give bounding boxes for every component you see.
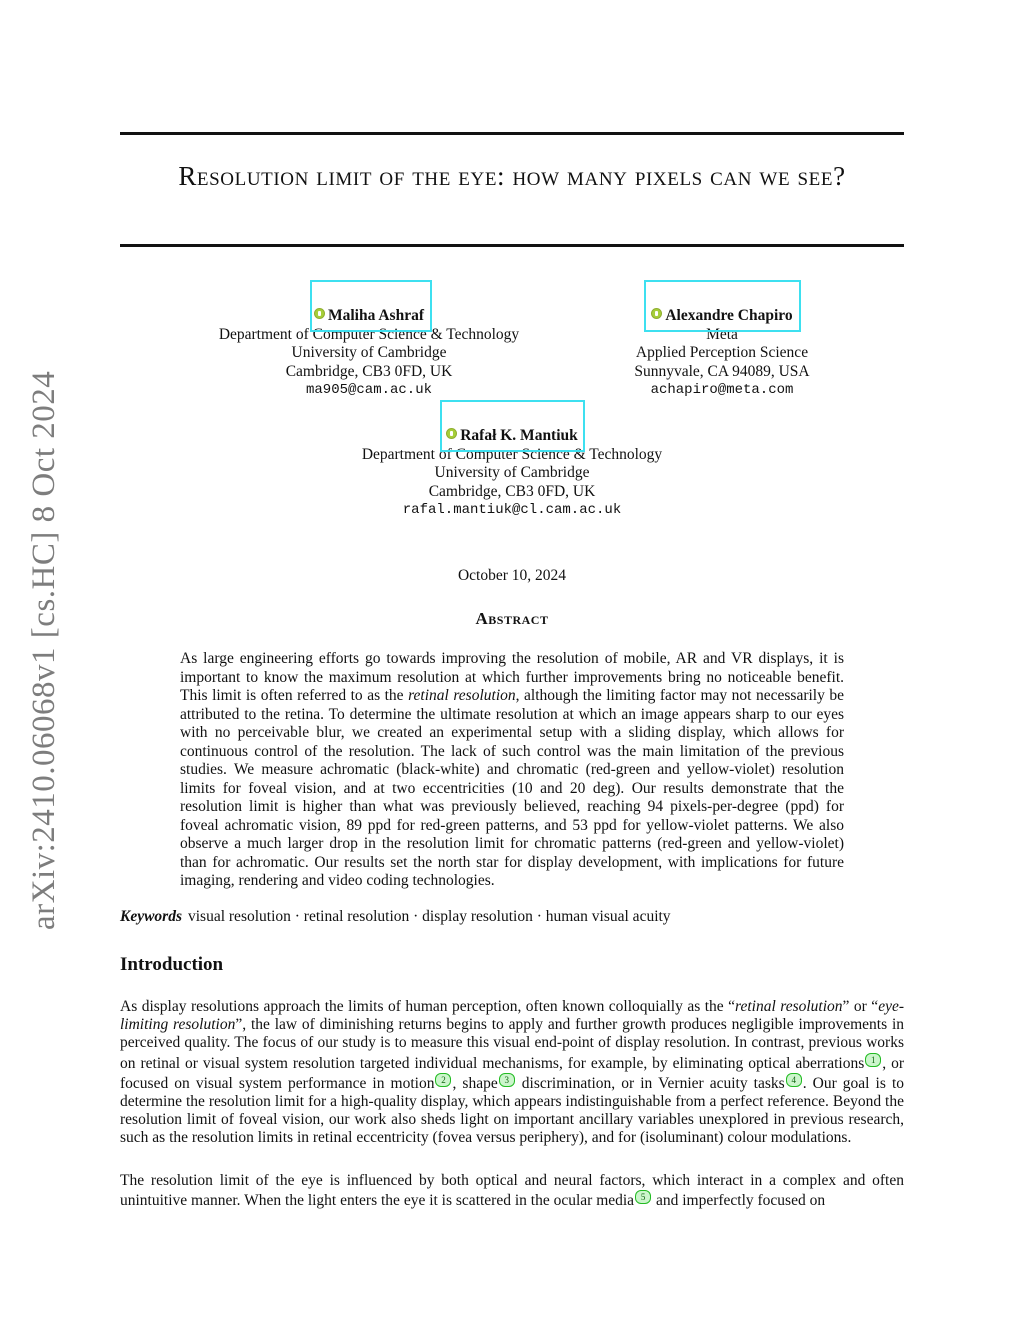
citation-link[interactable]: 3: [499, 1073, 515, 1087]
author-affiliation-line: Applied Perception Science: [635, 344, 809, 361]
author-name: Alexandre Chapiro: [665, 307, 793, 324]
author-email[interactable]: ma905@cam.ac.uk: [305, 382, 433, 398]
author-affiliation-line: Department of Computer Science & Technology: [361, 445, 663, 463]
abstract-text: , although the limiting factor may not necessarily be attributed to the retina. To determine the ultimate resolution at which an image appears sharp to our eyes with no perceivable blur, we created an experimental setup with a sliding display, which allows for continuous control of the resolution. The lack of such control was the main limitation of the previous studies. We measure achromatic (black-white) and chromatic (red-green and yellow-violet) resolution limits for foveal vision, and at two eccentricities (10 and 20 deg). Our results demonstrate that the resolution limit is higher than what was previously believed, reaching 94 pixels-per-degree (ppd) for foveal achromatic vision, 89 ppd for red-green patterns, and 53 ppd for yellow-violet patterns. We also observe a much larger drop in the resolution limit for chromatic patterns (red-green and yellow-violet) than for achromatic. Our results set the north star for display development, with implications for future imaging, rendering and video coding technologies.: [180, 687, 845, 889]
paragraph-text: discrimination, or in Vernier acuity tasks: [515, 1074, 785, 1092]
paragraph-emphasis: retinal resolution: [735, 998, 843, 1015]
abstract-heading: Abstract: [475, 609, 549, 628]
author-email[interactable]: achapiro@meta.com: [650, 382, 794, 398]
author-affiliation-line: University of Cambridge: [434, 464, 590, 481]
intro-paragraph-1: [120, 998, 904, 1148]
citation-link[interactable]: 1: [865, 1053, 881, 1067]
paper-title: Resolution limit of the eye: how many pixels can we see?: [178, 161, 846, 191]
keywords-label: Keywords: [120, 908, 182, 925]
keywords-line: [120, 908, 904, 926]
paragraph-emphasis: eye-limiting resolution: [120, 998, 904, 1034]
author-name: Rafał K. Mantiuk: [460, 427, 578, 444]
citation-link[interactable]: 5: [635, 1190, 651, 1204]
author-affiliation-line: Meta: [706, 325, 738, 343]
author-affiliation-line: Cambridge, CB3 0FD, UK: [428, 482, 596, 500]
citation-link[interactable]: 2: [435, 1073, 451, 1087]
intro-paragraph-2: [120, 1172, 904, 1210]
author-email[interactable]: rafal.mantiuk@cl.cam.ac.uk: [402, 502, 622, 518]
author-affiliation-line: Sunnyvale, CA 94089, USA: [634, 362, 810, 380]
abstract-text: As large engineering efforts go towards improving the resolution of mobile, AR and VR displays, it is important to know the maximum resolution at which further improvements bring no noticeable benefit. This limit is often referred to as the: [180, 650, 844, 704]
author-affiliation-line: Department of Computer Science & Technology: [218, 325, 520, 343]
section-heading-introduction: Introduction: [120, 954, 224, 975]
abstract-emphasis: retinal resolution: [408, 687, 516, 704]
author-highlight-box: [440, 400, 585, 452]
publication-date: October 10, 2024: [457, 567, 567, 584]
abstract-body: [180, 650, 844, 891]
paragraph-text: ”, the law of diminishing returns begins to apply and further growth produces negligible improvements in perceived quality. The focus of our study is to measure this visual end-point of display resolution. In contrast, previous works on retinal or visual system resolution targeted individual mechanisms, for example, by eliminating optical aberrations: [120, 1016, 905, 1072]
paragraph-text: ” or “: [842, 998, 879, 1015]
paragraph-text: and imperfectly focused on: [652, 1192, 826, 1210]
author-affiliation-line: Cambridge, CB3 0FD, UK: [285, 362, 453, 380]
paragraph-text: , or focused on visual system performance in motion: [120, 1054, 904, 1092]
paragraph-text: The resolution limit of the eye is influenced by both optical and neural factors, which interact in a complex and often unintuitive manner. When the light enters the eye it is scattered in the ocular media: [120, 1172, 904, 1210]
author-highlight-box: [310, 280, 432, 332]
author-affiliation-line: University of Cambridge: [291, 344, 447, 361]
author-highlight-box: [644, 280, 801, 332]
arxiv-identifier: arXiv:2410.06068v1 [cs.HC] 8 Oct 2024: [26, 370, 62, 930]
paragraph-text: , shape: [452, 1074, 498, 1092]
title-bottom-rule: [120, 244, 904, 247]
citation-link[interactable]: 4: [786, 1073, 802, 1087]
paragraph-text: . Our goal is to determine the resolution limit for a high-quality display, which appears indistinguishable from a perfect reference. Beyond the resolution limit of foveal vision, our work also sheds light on important ancillary variables unexplored in previous research, such as the resolution limits in retinal eccentricity (fovea versus periphery), and for (isoluminant) colour modulations.: [120, 1074, 905, 1147]
author-name: Maliha Ashraf: [327, 307, 425, 324]
title-top-rule: [120, 132, 904, 135]
keywords-text: visual resolution · retinal resolution · display resolution · human visual acuity: [188, 908, 671, 925]
paragraph-text: As display resolutions approach the limits of human perception, often known colloquially as the “: [120, 998, 736, 1015]
